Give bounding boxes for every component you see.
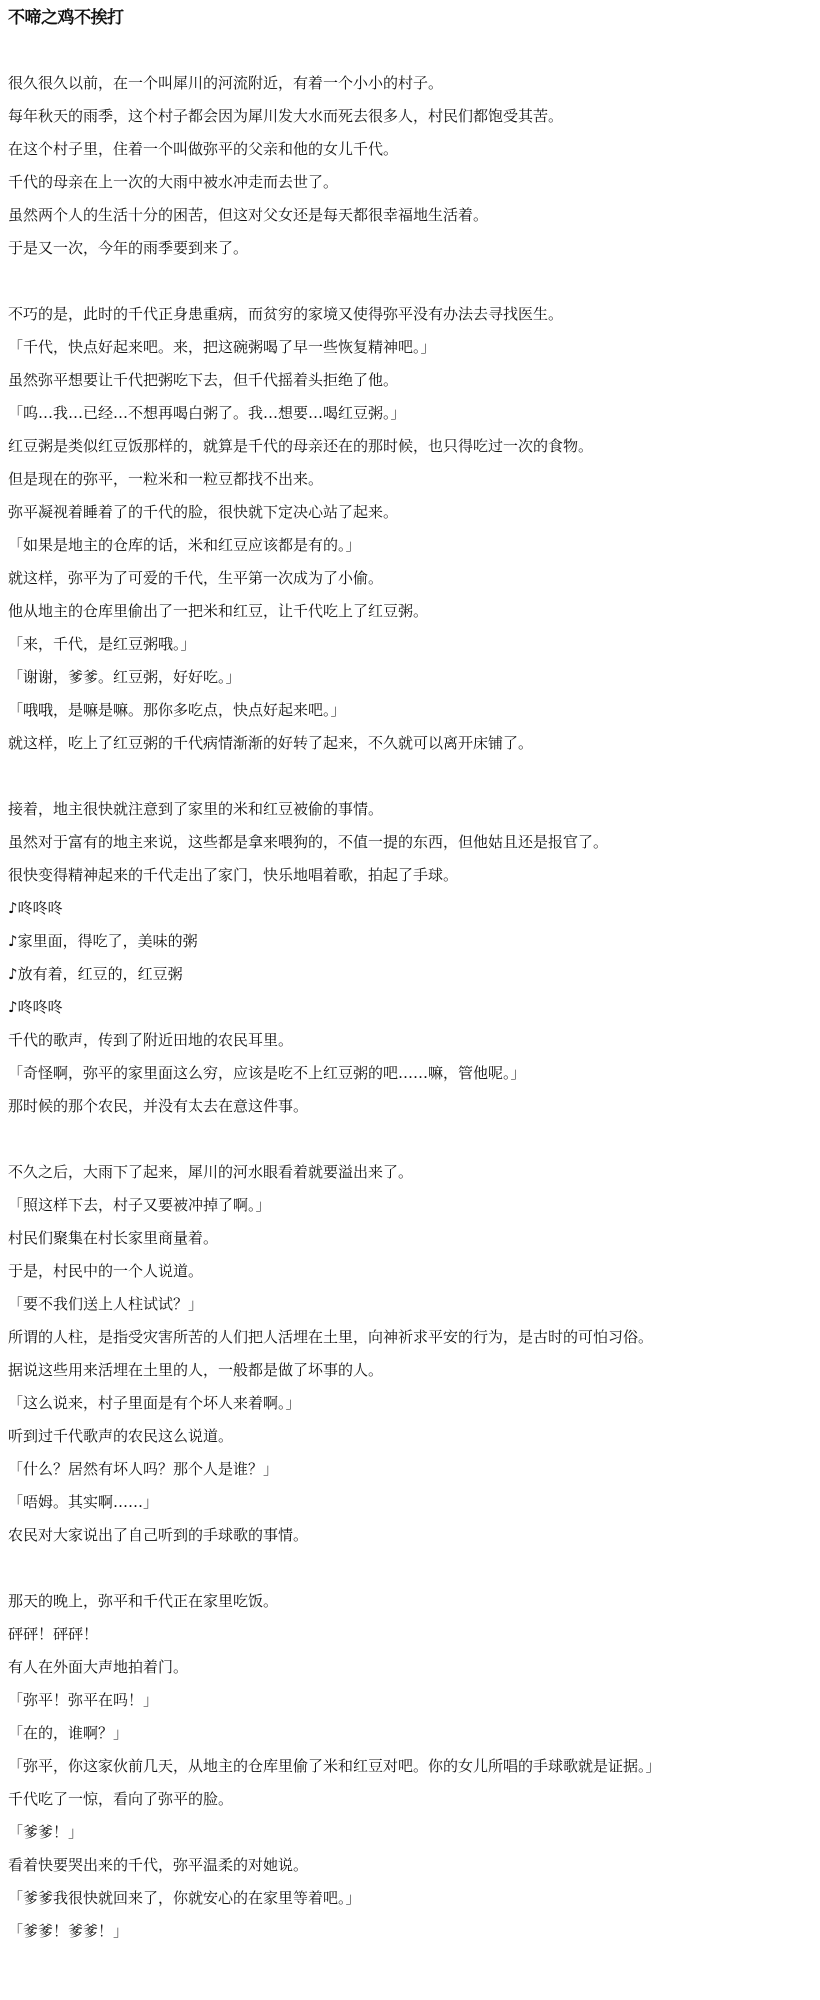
story-line: 不巧的是，此时的千代正身患重病，而贫穷的家境又使得弥平没有办法去寻找医生。: [8, 305, 564, 323]
story-line: 「照这样下去，村子又要被冲掉了啊。」: [8, 1196, 271, 1214]
story-line: 「这么说来，村子里面是有个坏人来着啊。」: [8, 1394, 301, 1412]
story-line: 「来，千代，是红豆粥哦。」: [8, 635, 196, 653]
story-line: 千代的歌声，传到了附近田地的农民耳里。: [8, 1031, 294, 1049]
story-line: 「什么？居然有坏人吗？那个人是谁？」: [8, 1460, 279, 1478]
story-line: 村民们聚集在村长家里商量着。: [8, 1229, 219, 1247]
paragraph-gap: [8, 1552, 813, 1585]
story-line: 「在的，谁啊？」: [8, 1724, 129, 1742]
story-line: 「奇怪啊，弥平的家里面这么穷，应该是吃不上红豆粥的吧……嘛，管他呢。」: [8, 1064, 526, 1082]
paragraph-gap: [8, 265, 813, 298]
story-line: 「唔姆。其实啊……」: [8, 1493, 159, 1511]
story-line: 但是现在的弥平，一粒米和一粒豆都找不出来。: [8, 470, 324, 488]
story-line: 所谓的人柱，是指受灾害所苦的人们把人活埋在土里，向神祈求平安的行为，是古时的可怕习俗。: [8, 1328, 654, 1346]
story-line: 就这样，弥平为了可爱的千代，生平第一次成为了小偷。: [8, 569, 384, 587]
paragraph-gap: [8, 1123, 813, 1156]
story-line: 很快变得精神起来的千代走出了家门，快乐地唱着歌，拍起了手球。: [8, 866, 459, 884]
story-line: 砰砰！砰砰！: [8, 1625, 99, 1643]
story-line: 听到过千代歌声的农民这么说道。: [8, 1427, 234, 1445]
story-line: 农民对大家说出了自己听到的手球歌的事情。: [8, 1526, 309, 1544]
story-line: 有人在外面大声地拍着门。: [8, 1658, 189, 1676]
story-line: ♪家里面，得吃了，美味的粥: [8, 932, 198, 950]
story-line: 据说这些用来活埋在土里的人，一般都是做了坏事的人。: [8, 1361, 384, 1379]
story-line: 千代的母亲在上一次的大雨中被水冲走而去世了。: [8, 173, 339, 191]
story-line: 「如果是地主的仓库的话，米和红豆应该都是有的。」: [8, 536, 361, 554]
story-line: ♪放有着，红豆的，红豆粥: [8, 965, 183, 983]
story-line: 虽然弥平想要让千代把粥吃下去，但千代摇着头拒绝了他。: [8, 371, 399, 389]
story-line: 「爹爹！」: [8, 1823, 84, 1841]
story-body: [8, 67, 813, 1948]
story-line: 「爹爹！爹爹！」: [8, 1922, 129, 1940]
story-line: 「要不我们送上人柱试试？」: [8, 1295, 204, 1313]
story-line: 「呜…我…已经…不想再喝白粥了。我…想要…喝红豆粥。」: [8, 404, 406, 422]
story-line: 很久很久以前，在一个叫犀川的河流附近，有着一个小小的村子。: [8, 74, 444, 92]
story-line: 弥平凝视着睡着了的千代的脸，很快就下定决心站了起来。: [8, 503, 399, 521]
story-line: 于是，村民中的一个人说道。: [8, 1262, 204, 1280]
story-line: 虽然两个人的生活十分的困苦，但这对父女还是每天都很幸福地生活着。: [8, 206, 489, 224]
story-line: 每年秋天的雨季，这个村子都会因为犀川发大水而死去很多人，村民们都饱受其苦。: [8, 107, 564, 125]
story-line: 接着，地主很快就注意到了家里的米和红豆被偷的事情。: [8, 800, 384, 818]
story-line: 于是又一次，今年的雨季要到来了。: [8, 239, 249, 257]
story-line: 不久之后，大雨下了起来，犀川的河水眼看着就要溢出来了。: [8, 1163, 414, 1181]
story-line: 就这样，吃上了红豆粥的千代病情渐渐的好转了起来，不久就可以离开床铺了。: [8, 734, 534, 752]
story-line: ♪咚咚咚: [8, 998, 63, 1016]
story-line: 「弥平，你这家伙前几天，从地主的仓库里偷了米和红豆对吧。你的女儿所唱的手球歌就是证据。」: [8, 1757, 661, 1775]
story-line: 「谢谢，爹爹。红豆粥，好好吃。」: [8, 668, 241, 686]
story-line: 「哦哦，是嘛是嘛。那你多吃点，快点好起来吧。」: [8, 701, 346, 719]
story-line: 那天的晚上，弥平和千代正在家里吃饭。: [8, 1592, 279, 1610]
story-line: 红豆粥是类似红豆饭那样的，就算是千代的母亲还在的那时候，也只得吃过一次的食物。: [8, 437, 594, 455]
story-line: 他从地主的仓库里偷出了一把米和红豆，让千代吃上了红豆粥。: [8, 602, 429, 620]
story-line: 看着快要哭出来的千代，弥平温柔的对她说。: [8, 1856, 309, 1874]
story-line: 那时候的那个农民，并没有太去在意这件事。: [8, 1097, 309, 1115]
story-line: 在这个村子里，住着一个叫做弥平的父亲和他的女儿千代。: [8, 140, 399, 158]
story-line: 虽然对于富有的地主来说，这些都是拿来喂狗的，不值一提的东西，但他姑且还是报官了。: [8, 833, 609, 851]
story-line: ♪咚咚咚: [8, 899, 63, 917]
story-line: 「爹爹我很快就回来了，你就安心的在家里等着吧。」: [8, 1889, 361, 1907]
paragraph-gap: [8, 760, 813, 793]
story-line: 「弥平！弥平在吗！」: [8, 1691, 159, 1709]
story-line: 千代吃了一惊，看向了弥平的脸。: [8, 1790, 234, 1808]
story-line: 「千代，快点好起来吧。来，把这碗粥喝了早一些恢复精神吧。」: [8, 338, 436, 356]
story-title: 不啼之鸡不挨打: [8, 8, 124, 28]
